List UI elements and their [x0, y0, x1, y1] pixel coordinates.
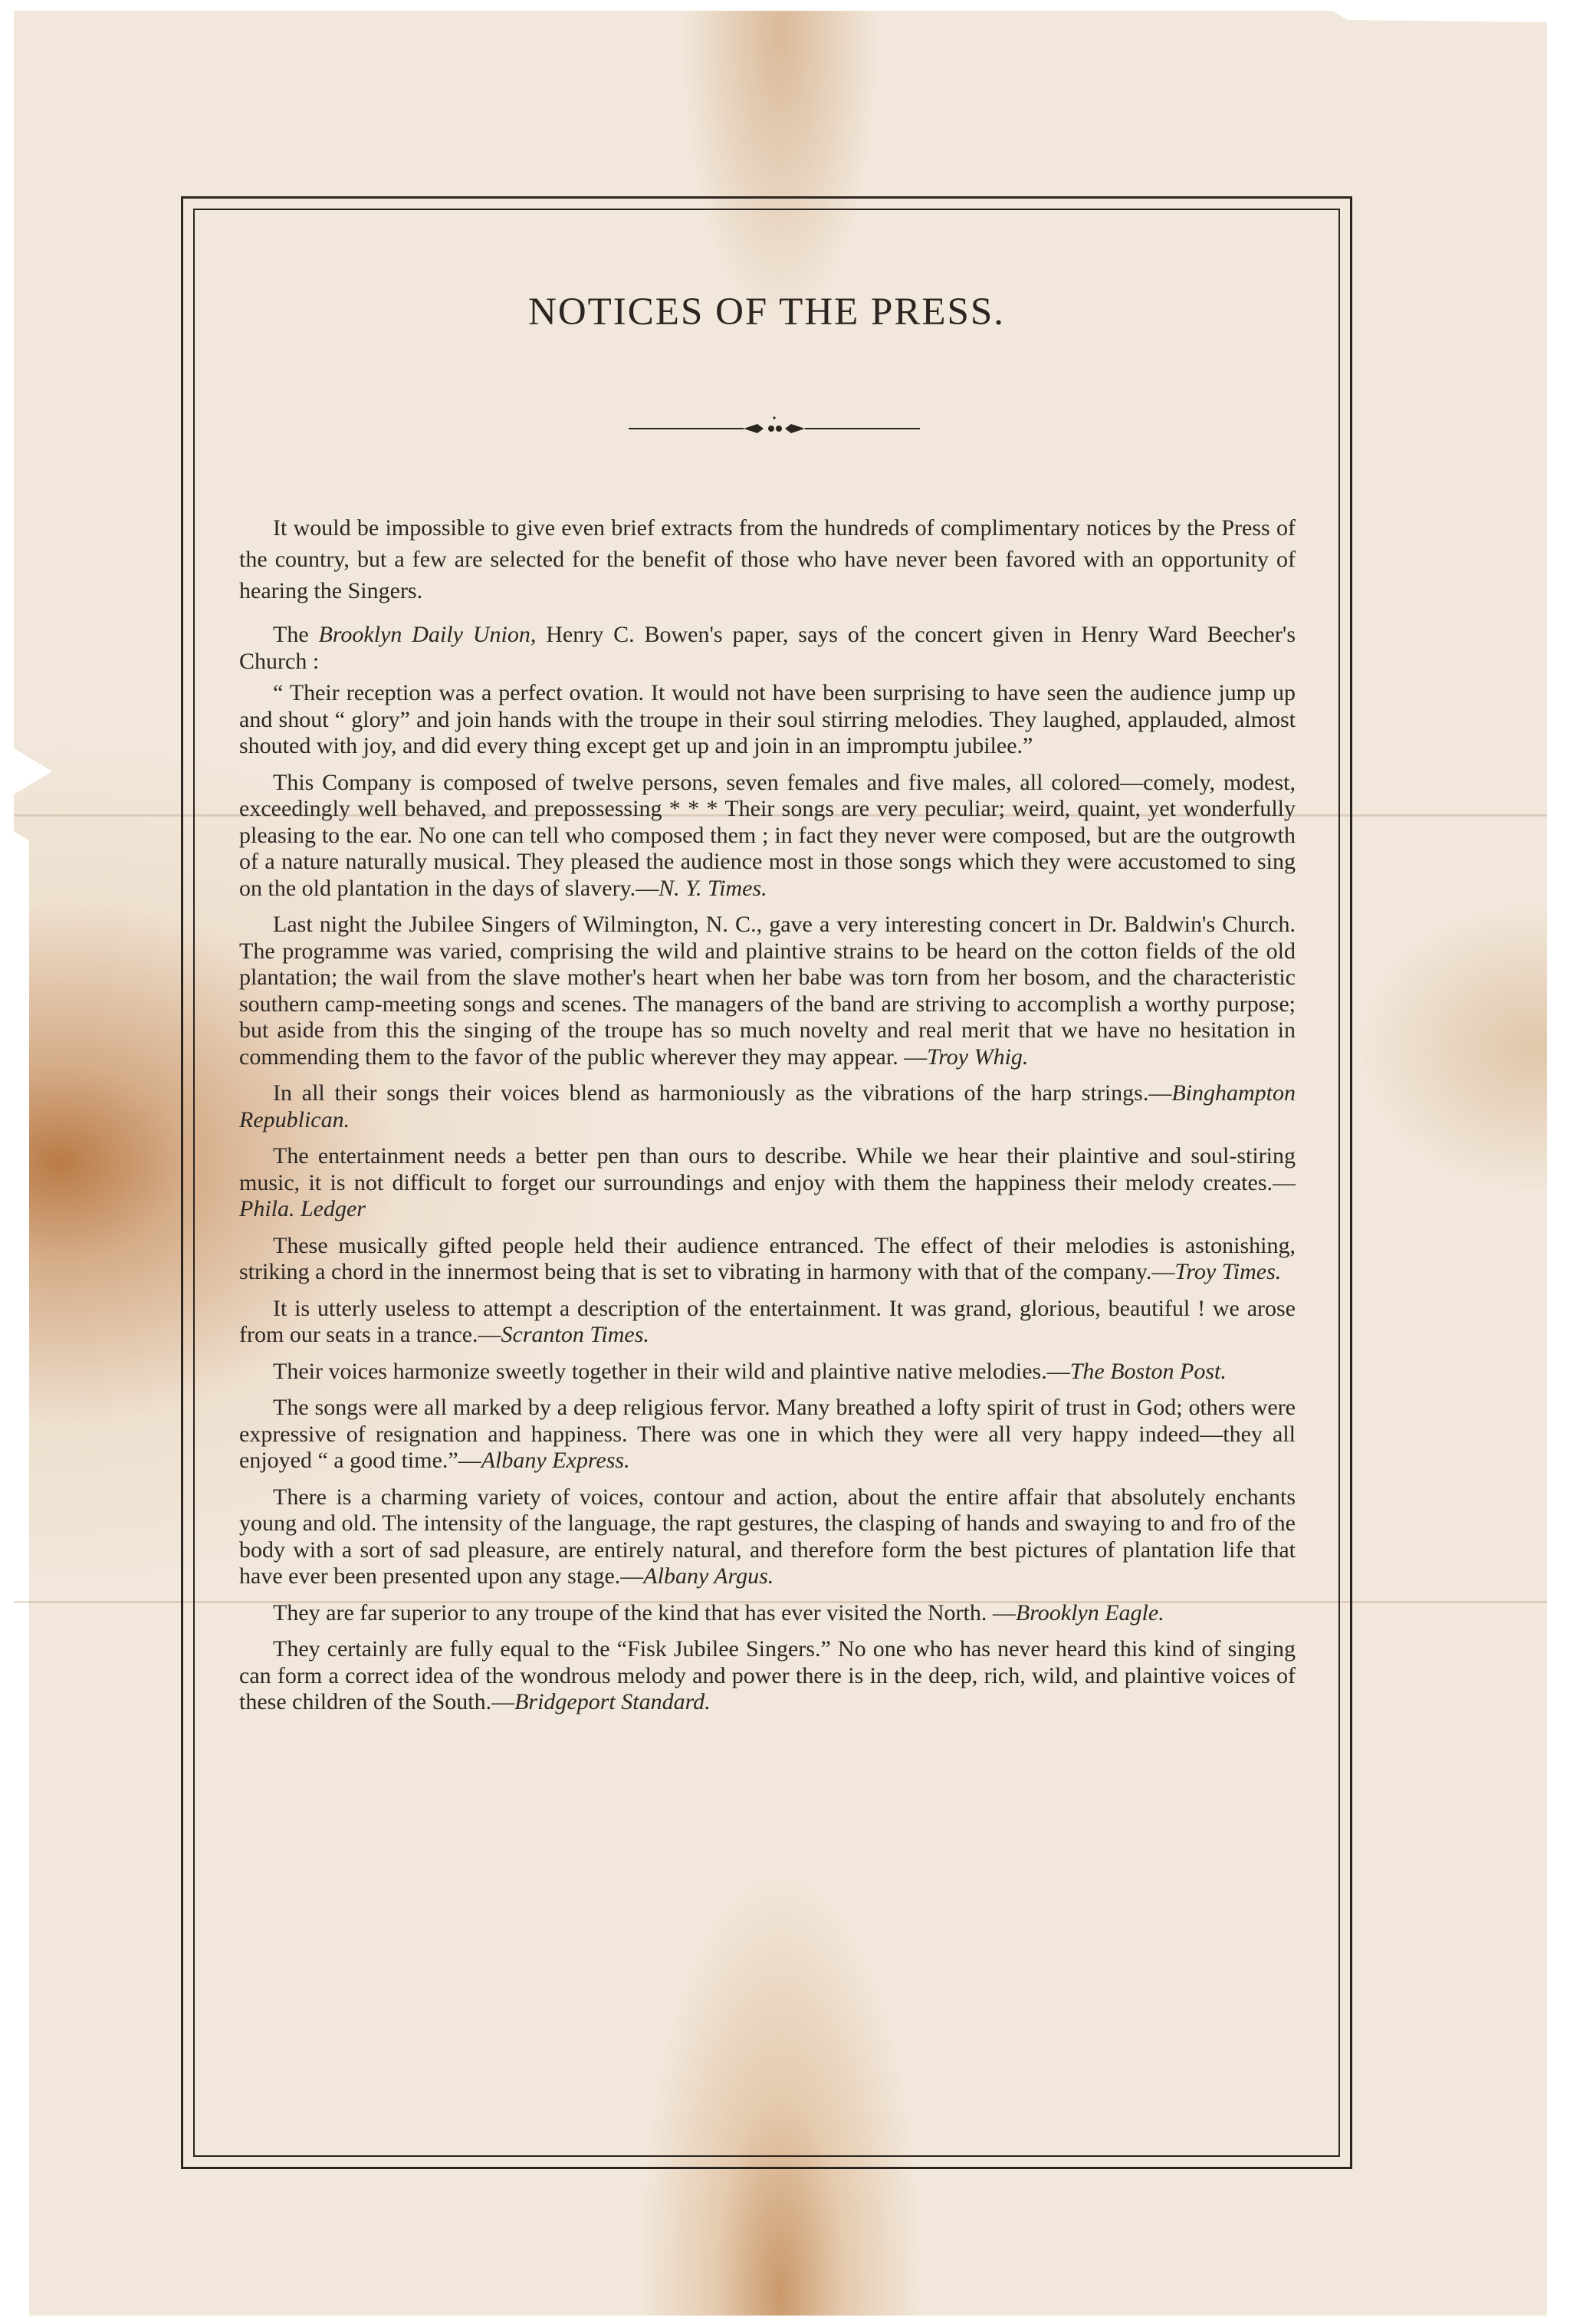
notice-source: Bridgeport Standard.: [514, 1689, 711, 1714]
notice: [239, 1600, 1296, 1627]
notice-source: Troy Whig.: [927, 1044, 1029, 1070]
notice: [239, 1395, 1296, 1474]
notice: [239, 1233, 1296, 1286]
notice: [239, 1143, 1296, 1223]
intro-paragraph: It would be impossible to give even brief extracts from the hundreds of complimentary notices by the Press of the country, but a few are selected for the benefit of those who have never been favored with an opportunity of hearing the Singers.: [239, 515, 1296, 603]
notice-quote: [239, 680, 1296, 760]
notice-text: The entertainment needs a better pen than ours to describe. While we hear their plaintive and soul-stiring music, it is not difficult to forget our surroundings and enjoy with them the happiness their melody creates.—: [239, 1143, 1296, 1195]
notice-source: Phila. Ledger: [239, 1196, 366, 1221]
notice: [239, 1080, 1296, 1133]
notice-intro-brooklyn: [239, 622, 1296, 675]
notice: [239, 770, 1296, 902]
notice-text: Henry C. Bowen's paper, says of the concert given in Henry Ward Beecher's Church :: [239, 622, 1296, 674]
notice-source: Scranton Times.: [501, 1322, 649, 1347]
notice-source: Brooklyn Eagle.: [1015, 1599, 1164, 1625]
page-title: NOTICES OF THE PRESS.: [527, 291, 1005, 334]
notice-text: There is a charming variety of voices, contour and action, about the entire affair that absolutely enchants young and old. The intensity of the language, the rapt gestures, the clasping of hands and swaying to and fro of the body with a sort of sad pleasure, are entirely natural, and therefore form the best pictures of plantation life that have ever been presented upon any stage.—: [239, 1484, 1296, 1589]
notice: [239, 1296, 1296, 1349]
notice-text: Last night the Jubilee Singers of Wilmington, N. C., gave a very interesting concert in Dr. Baldwin's Church. The programme was varied, comprising the wild and plaintive strains to be heard on the cotton fields of the old plantation; the wail from the slave mother's heart when her babe was torn from her bosom, and the characteristic southern camp-meeting songs and scenes. The managers of the band are striving to accomplish a worthy purpose; but aside from this the singing of the troupe has so much novelty and real merit that we have no hesitation in commending them to the favor of the public wherever they may appear. —: [239, 912, 1296, 1070]
notice-pre: The: [273, 622, 319, 647]
notice-text: Their voices harmonize sweetly together in their wild and plaintive native melodies.—: [273, 1358, 1070, 1384]
notice-publication: Brooklyn Daily Union,: [318, 622, 537, 647]
notice-text: These musically gifted people held their audience entranced. The effect of their melodies is astonishing, striking a chord in the innermost being that is set to vibrating in harmony with that of the company.—: [239, 1232, 1296, 1284]
notice-text: It is utterly useless to attempt a description of the entertainment. It was grand, glorious, beautiful ! we arose from our seats in a trance.—: [239, 1295, 1296, 1347]
notices-body: [239, 512, 1296, 1726]
notice: [239, 1359, 1296, 1386]
notice-text: This Company is composed of twelve persons, seven females and five males, all colored—comely, modest, exceedingly well behaved, and prepossessing * * * Their songs are very peculiar; weird, quaint, yet wonderfully pleasing to the ear. No one can tell who composed them ; in fact they never were composed, but are the outgrowth of a nature naturally musical. They pleased the audience most in those songs which they were accustomed to sing on the old plantation in the days of slavery.—: [239, 769, 1296, 901]
notice-text: They are far superior to any troupe of the kind that has ever visited the North. —: [273, 1599, 1016, 1625]
notice-source: The Boston Post.: [1069, 1358, 1227, 1384]
notice: [239, 1484, 1296, 1590]
notice-source: Binghampton Republican.: [239, 1080, 1296, 1132]
notice-text: In all their songs their voices blend as harmoniously as the vibrations of the harp strings.—: [273, 1080, 1172, 1106]
notice-text: “ Their reception was a perfect ovation. It would not have been surprising to have seen the audience jump up and shout “ glory” and join hands with the troupe in their soul stirring melodies. They laughed, applauded, almost shouted with joy, and did every thing except get up and join in an impromptu jubilee.”: [239, 680, 1296, 758]
notice-source: N. Y. Times.: [659, 875, 767, 901]
fleuron-divider-icon: [629, 416, 920, 442]
notice-text: They certainly are fully equal to the “Fisk Jubilee Singers.” No one who has never heard this kind of singing can form a correct idea of the wondrous melody and power there is in the deep, rich, wild, and plaintive voices of these children of the South.—: [239, 1636, 1296, 1714]
notice-source: Troy Times.: [1174, 1259, 1282, 1284]
notice-source: Albany Express.: [481, 1448, 630, 1473]
notice-text: The songs were all marked by a deep religious fervor. Many breathed a lofty spirit of trust in God; others were expressive of resignation and happiness. There was one in which they were all very happy indeed—they all enjoyed “ a good time.”—: [239, 1395, 1296, 1473]
notice-source: Albany Argus.: [643, 1563, 774, 1589]
notice: [239, 1636, 1296, 1716]
notice: [239, 912, 1296, 1070]
